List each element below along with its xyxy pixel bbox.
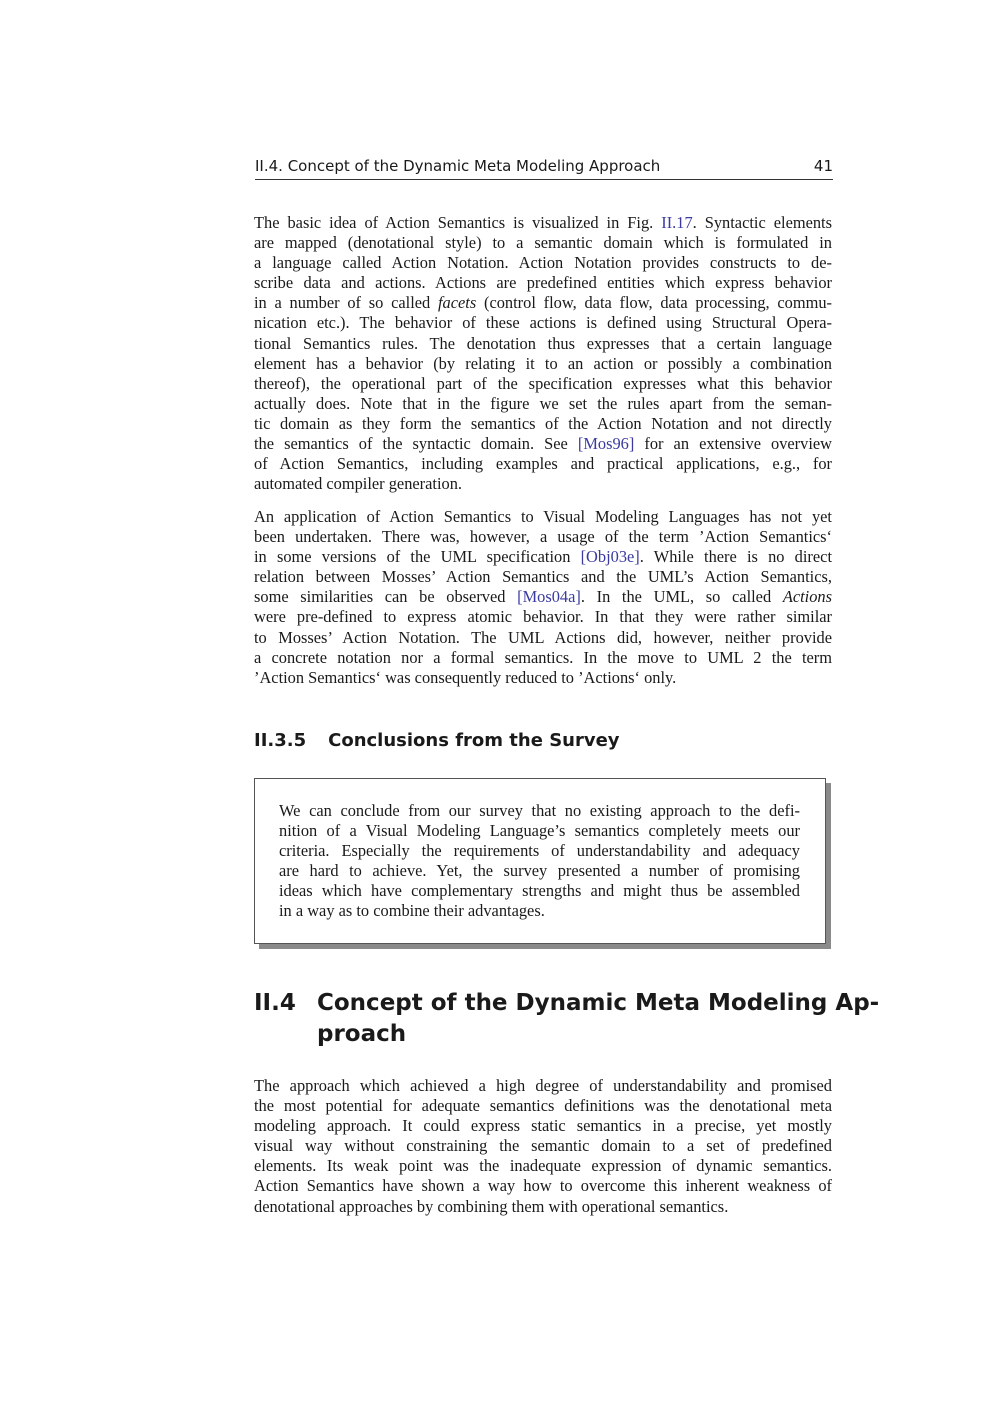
text-line: are mapped (denotational style) to a semantic domain which is formulated in [254, 233, 832, 253]
text-line: ’Action Semantics‘ was consequently reduced to ’Actions‘ only. [254, 667, 677, 687]
text-line: tional Semantics rules. The denotation thus expresses that a certain language [254, 333, 832, 353]
text-line: thereof), the operational part of the specification expresses what this behavior [254, 373, 832, 393]
chapter-title-line: Concept of the Dynamic Meta Modeling Ap- [317, 990, 880, 1016]
chapter-heading [254, 988, 880, 1050]
text-line: elements. Its weak point was the inadequate expression of dynamic semantics. [254, 1156, 832, 1176]
section-title: Conclusions from the Survey [328, 730, 620, 751]
section-number: II.3.5 [254, 730, 307, 751]
text-line: The approach which achieved a high degree of understandability and promised [254, 1076, 832, 1095]
emphasis-actions: Actions [782, 587, 832, 607]
text-line: were pre-defined to express atomic behavior. In that they were rather similar [254, 607, 832, 627]
paragraph-action-semantics [254, 213, 832, 494]
figure-reference-link[interactable]: II.17 [661, 213, 693, 232]
text-line: Action Semantics have shown a way how to overcome this inherent weakness of [254, 1176, 832, 1196]
text-line: criteria. Especially the requirements of understandability and adequacy [279, 841, 800, 861]
text-line: denotational approaches by combining them with operational semantics. [254, 1196, 729, 1216]
text-line: a concrete notation nor a formal semantics. In the move to UML 2 the term [254, 647, 832, 667]
text-line: An application of Action Semantics to Visual Modeling Languages has not yet [254, 507, 832, 526]
text-line: in some versions of the UML specification [Obj03e]. While there is no direct [254, 547, 832, 567]
text-line: nication etc.). The behavior of these actions is defined using Structural Opera- [254, 313, 832, 333]
chapter-number: II.4 [254, 990, 296, 1016]
text-line: We can conclude from our survey that no existing approach to the defi- [279, 801, 800, 820]
text-line: relation between Mosses’ Action Semantics and the UML’s Action Semantics, [254, 567, 832, 587]
chapter-title-line: proach [317, 1021, 407, 1047]
conclusion-text [279, 801, 800, 922]
citation-link-mos96[interactable]: [Mos96] [577, 434, 635, 454]
text-line: visual way without constraining the semantic domain to a set of predefined [254, 1136, 832, 1156]
running-title: II.4. Concept of the Dynamic Meta Modeling Approach [255, 157, 661, 175]
conclusion-box [254, 778, 826, 944]
text-line: The basic idea of Action Semantics is visualized in Fig. II.17. Syntactic elements [254, 213, 832, 232]
text-line: the semantics of the syntactic domain. See [Mos96] for an extensive overview [254, 434, 833, 454]
text-line: in a number of so called facets (control flow, data flow, data processing, commu- [254, 293, 832, 313]
text-line: ideas which have complementary strengths and might thus be assembled [279, 881, 800, 901]
text-line: in a way as to combine their advantages. [279, 901, 545, 921]
text-line: element has a behavior (by relating it to an action or possibly a combination [254, 353, 832, 373]
text-line: a language called Action Notation. Action Notation provides constructs to de- [254, 253, 832, 273]
text-line: nition of a Visual Modeling Language’s semantics completely meets our [279, 821, 800, 841]
chapter-title [317, 988, 879, 1050]
text-line: automated compiler generation. [254, 474, 462, 494]
text-line: actually does. Note that in the figure we set the rules apart from the seman- [254, 393, 832, 413]
paragraph-dmm-approach [254, 1076, 832, 1217]
text-line: been undertaken. There was, however, a usage of the term ’Action Semantics‘ [254, 527, 832, 547]
text-line: some similarities can be observed [Mos04a]. In the UML, so called Actions [254, 587, 832, 607]
citation-link-obj03e[interactable]: [Obj03e] [580, 547, 640, 567]
emphasis-facets: facets [438, 293, 477, 313]
text-line: the most potential for adequate semantics definitions was the denotational meta [254, 1096, 832, 1116]
citation-link-mos04a[interactable]: [Mos04a] [517, 587, 581, 607]
text-line: are hard to achieve. Yet, the survey presented a number of promising [279, 861, 800, 881]
text-line: of Action Semantics, including examples and practical applications, e.g., for [254, 454, 832, 474]
section-heading [254, 730, 620, 751]
paragraph-uml-action-semantics [254, 507, 832, 688]
running-header [255, 157, 833, 180]
text-line: to Mosses’ Action Notation. The UML Actions did, however, neither provide [254, 627, 832, 647]
text-line: tic domain as they form the semantics of the Action Notation and not directly [254, 413, 832, 433]
text-line: scribe data and actions. Actions are predefined entities which express behavior [254, 273, 832, 293]
text-line: modeling approach. It could express static semantics in a precise, yet mostly [254, 1116, 832, 1136]
page-number: 41 [813, 157, 833, 175]
